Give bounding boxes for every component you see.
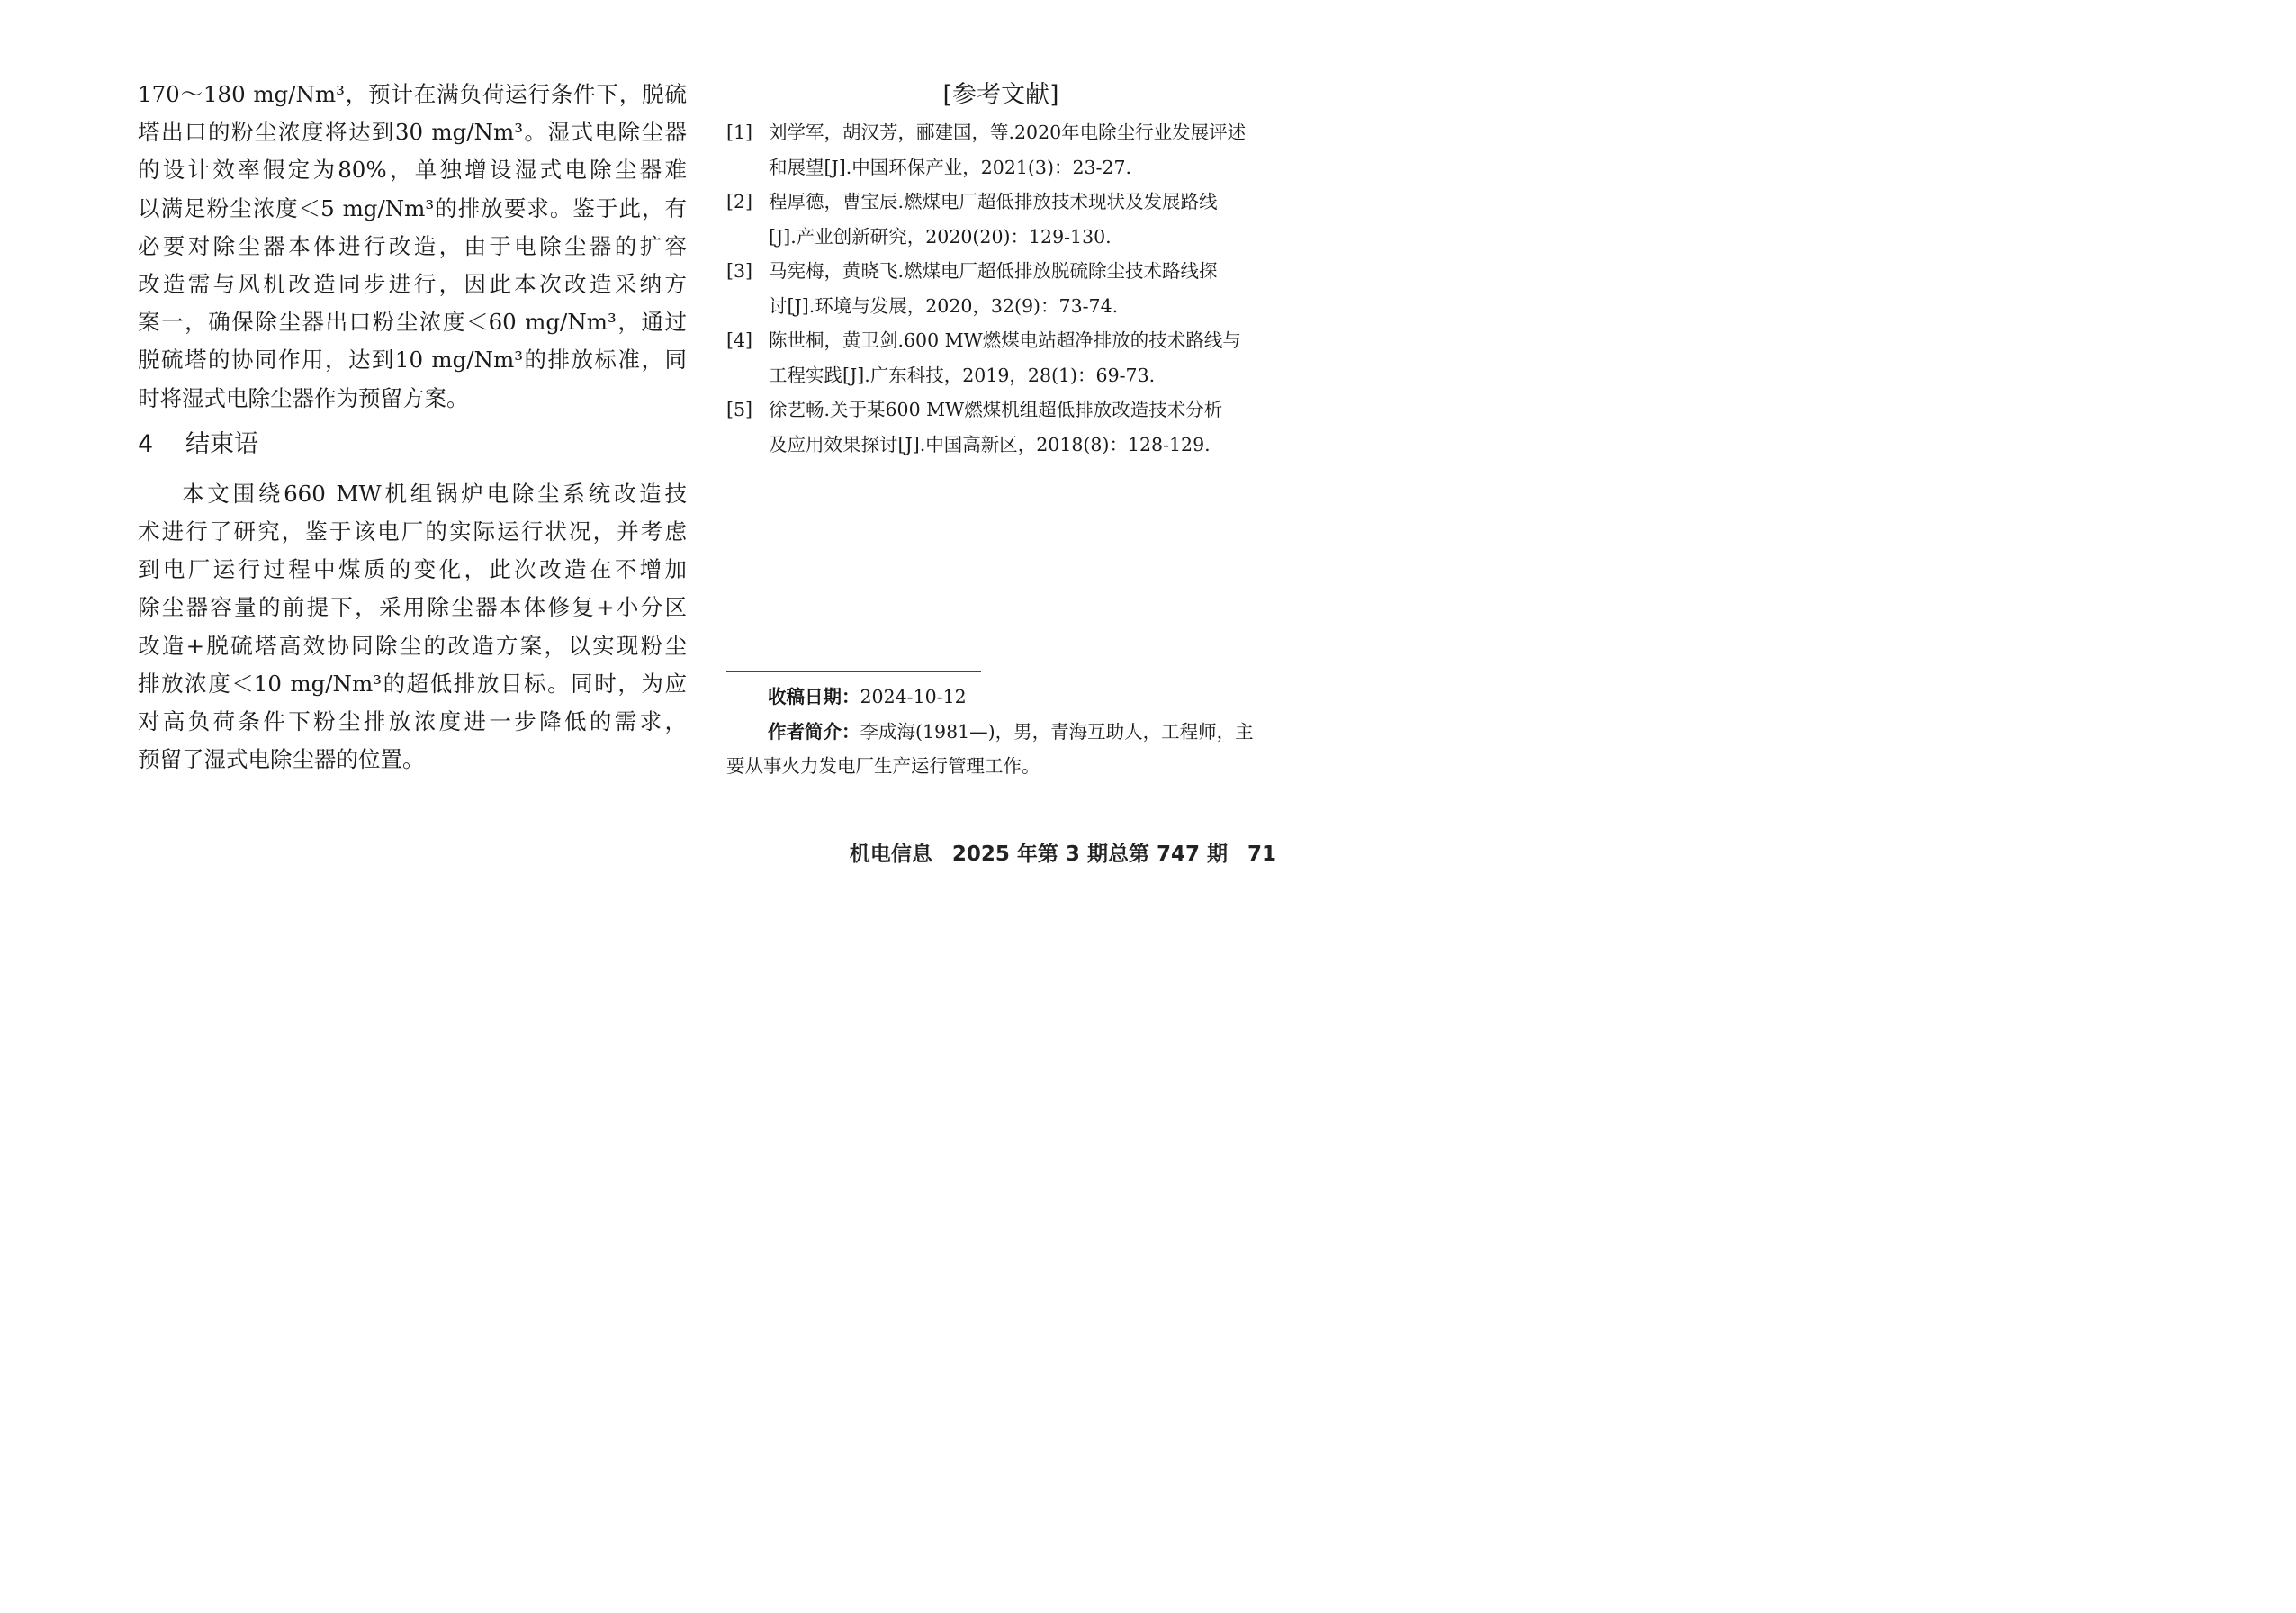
text-line: 除尘器容量的前提下，采用除尘器本体修复+小分区	[138, 594, 687, 621]
text-line: 的设计效率假定为80%，单独增设湿式电除尘器难	[138, 157, 687, 184]
right-column	[726, 76, 1275, 462]
reference-number: [3]	[726, 260, 753, 282]
text-line: 时将湿式电除尘器作为预留方案。	[138, 384, 469, 411]
reference-text	[769, 254, 1275, 323]
text-line: 以满足粉尘浓度＜5 mg/Nm³的排放要求。鉴于此，有	[138, 194, 687, 221]
reference-line: 讨[J].环境与发展，2020，32(9)：73-74.	[769, 294, 1119, 317]
reference-text	[769, 323, 1275, 392]
issue-info: 2025 年第 3 期总第 747 期	[951, 843, 1228, 866]
reference-line: 马宪梅，黄晓飞.燃煤电厂超低排放脱硫除尘技术路线探	[769, 260, 1218, 282]
body-paragraph-1	[138, 76, 687, 418]
reference-number: [5]	[726, 399, 753, 420]
received-date-line	[726, 680, 1275, 715]
page-number: 71	[1247, 843, 1276, 866]
section-title: 结束语	[185, 429, 258, 458]
section-heading	[138, 428, 687, 461]
reference-item	[726, 323, 1275, 392]
reference-number: [1]	[726, 122, 753, 143]
reference-item	[726, 115, 1275, 185]
reference-line: 刘学军，胡汉芳，郦建国，等.2020年电除尘行业发展评述	[769, 122, 1247, 143]
text-line: 本文围绕660 MW机组锅炉电除尘系统改造技	[182, 480, 687, 507]
author-label: 作者简介：	[768, 720, 860, 743]
journal-name: 机电信息	[849, 843, 932, 866]
text-line: 170～180 mg/Nm³，预计在满负荷运行条件下，脱硫	[138, 81, 687, 107]
reference-line: 及应用效果探讨[J].中国高新区，2018(8)：128-129.	[769, 433, 1211, 455]
reference-number: [4]	[726, 329, 753, 351]
reference-item	[726, 392, 1275, 462]
footnote-divider	[726, 671, 981, 672]
reference-line: [J].产业创新研究，2020(20)：129-130.	[769, 225, 1112, 248]
reference-text	[769, 115, 1275, 185]
text-line: 必要对除尘器本体进行改造，由于电除尘器的扩容	[138, 232, 687, 259]
text-line: 改造需与风机改造同步进行，因此本次改造采纳方	[138, 271, 687, 298]
received-date: 2024-10-12	[860, 686, 967, 707]
text-line: 塔出口的粉尘浓度将达到30 mg/Nm³。湿式电除尘器	[138, 119, 687, 146]
text-line: 对高负荷条件下粉尘排放浓度进一步降低的需求，	[138, 708, 687, 735]
author-line	[726, 715, 1275, 750]
reference-line: 程厚德，曹宝辰.燃煤电厂超低排放技术现状及发展路线	[769, 191, 1218, 212]
text-line: 案一，确保除尘器出口粉尘浓度＜60 mg/Nm³，通过	[138, 309, 687, 336]
footnote	[726, 680, 1275, 784]
references-heading: [参考文献]	[942, 81, 1059, 109]
text-line: 改造+脱硫塔高效协同除尘的改造方案，以实现粉尘	[138, 632, 687, 659]
author-info: 李成海(1981—)，男，青海互助人，工程师，主	[860, 720, 1254, 743]
reference-line: 徐艺畅.关于某600 MW燃煤机组超低排放改造技术分析	[769, 399, 1223, 420]
reference-line: 陈世桐，黄卫剑.600 MW燃煤电站超净排放的技术路线与	[769, 329, 1241, 351]
reference-line: 和展望[J].中国环保产业，2021(3)：23-27.	[769, 156, 1132, 178]
reference-text	[769, 392, 1275, 462]
page-footer	[830, 837, 1276, 867]
reference-number: [2]	[726, 191, 753, 212]
received-label: 收稿日期：	[768, 686, 860, 707]
body-paragraph-2	[138, 475, 687, 779]
text-line: 脱硫塔的协同作用，达到10 mg/Nm³的排放标准，同	[138, 347, 687, 374]
reference-text	[769, 185, 1275, 254]
reference-item	[726, 185, 1275, 254]
text-line: 到电厂运行过程中煤质的变化，此次改造在不增加	[138, 556, 687, 583]
author-info-continued: 要从事火力发电厂生产运行管理工作。	[726, 755, 1040, 777]
text-line: 预留了湿式电除尘器的位置。	[138, 746, 425, 773]
left-column	[138, 76, 687, 779]
section-number: 4	[138, 429, 154, 458]
reference-item	[726, 254, 1275, 323]
text-line: 排放浓度＜10 mg/Nm³的超低排放目标。同时，为应	[138, 670, 687, 697]
text-line: 术进行了研究，鉴于该电厂的实际运行状况，并考虑	[138, 518, 687, 545]
reference-line: 工程实践[J].广东科技，2019，28(1)：69-73.	[769, 364, 1156, 386]
